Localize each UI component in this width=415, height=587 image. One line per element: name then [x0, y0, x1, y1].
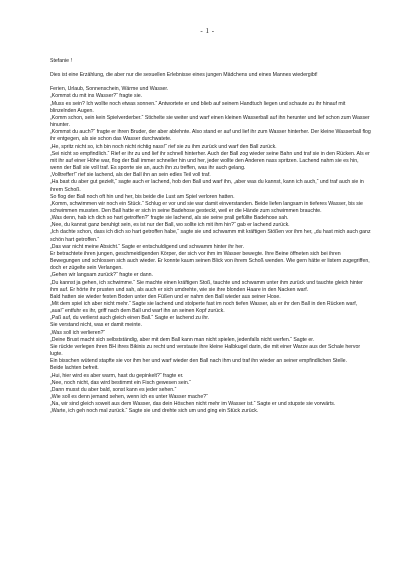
story-paragraph: „Ha bast du aber gut gezielt,“ sagte auch er lachend, hob den Ball und warf ihn, „aber was du kannst, kann ich auch,“ und traf auch sie in ihrem Schoß.: [50, 179, 364, 193]
story-paragraph: „Volltreffer!“ rief sie lachend, als der Ball ihn an sein edles Teil voll traf.: [50, 172, 211, 179]
spacer: [50, 65, 372, 72]
story-paragraph: Ein bisschen wütend stapfte sie vor ihm her und warf wieder den Ball nach ihm und traf ihn wieder an seiner empfindlichen Stelle.: [50, 358, 348, 365]
page-number: - 1 -: [200, 27, 215, 35]
story-paragraph: Bald hatten sie wieder festen Boden unter den Füßen und er nahm den Ball wieder aus seiner Hose.: [50, 293, 281, 300]
story-paragraph: „Komm schon, sein kein Spielverderber.“ Stichelte sie weiter und warf einen kleinen Wasserball auf ihn herunter und lief schon zum Wasser hinunter.: [50, 114, 370, 129]
story-paragraph: „Warte, ich geh noch mal zurück.“ Sagte sie und drehte sich um und ging ein Stück zurück.: [50, 408, 259, 415]
story-paragraph: Er betrachtete ihren jungen, geschmeidigenden Körper, der sich vor ihm im Wasser bewegte. Ihre Beine öffneten sich bei ihren Bewegungen und schlossen sich auch wieder. Er konnte kaum seinen Blick von ihrem Schoß wenden. Wie gern hätte er listern zugegriffen, doch er zügelte sein Verlangen.: [50, 250, 370, 272]
salutation: Stefanie !: [50, 58, 72, 64]
intro-note: Dies ist eine Erzählung, die aber nur die sexuellen Erlebnisse eines jungen Mädchens und eines Mannes wiedergibt!: [50, 72, 318, 79]
story-paragraph: So flog der Ball noch oft hin und her, bis beide die Lust am Spiel verloren hatten.: [50, 193, 235, 200]
story-paragraph: „Was soll ich verlieren?“: [50, 329, 106, 336]
story-paragraph: Beide lachten befreit.: [50, 365, 99, 372]
story-body: [50, 58, 372, 416]
story-paragraph: „Du kannst ja gehen, ich schwimme.“ Sie machte einen kräftigen Stoß, tauchte und schwamm unter ihm zurück und tauchte gleich hinter ihm auf. Er hörte ihr prusten und sah, als auch er sich umdrehte, wie sie ihre blonden Haare in den Nacken warf.: [50, 279, 363, 293]
story-paragraph: „Dann musst du aber bald, sonst kann es jeder sehen.“: [50, 386, 177, 393]
story-paragraph: „Deine Brust macht sich selbstständig, aber mit dem Ball kann man nicht spielen, jedenfalls nicht werfen.“ Sagte er.: [50, 336, 315, 343]
story-paragraph: „Nee, noch nicht, das wird bestimmt ein Fisch gewesen sein.“: [50, 379, 191, 386]
story-paragraphs: [50, 93, 372, 415]
spacer: [50, 79, 372, 86]
story-paragraph: Sie verstand nicht, was er damit meinte.: [50, 322, 142, 329]
story-paragraph: „Hui, hier wird es aber warm, hast du gepinkelt?“ fragte er.: [50, 372, 184, 379]
story-paragraph: „Sei nicht so empfindlich.“ Rief er ihr zu und lief ihr schnell hinterher. Auch der Ball zog wieder seine Bahn und traf sie in den Rücken. Als er mit ihr auf einer Höhe war, flog der Ball immer schneller hin und her, jeder wollte den Anderen nass spritzen. Lachend nahm sie es hin, wenn der Ball sie voll traf. Es sporrte sie an, auch ihn zu treffen, was ihr auch gelang.: [50, 150, 370, 172]
story-paragraph: „Muss es sein? Ich wollte noch etwas sonnen.“ Antwortete er und blieb auf seinem Handtuch liegen und schaute zu ihr hinauf mit blinzelnden Augen.: [50, 100, 346, 114]
story-paragraph: „Was denn, hab ich dich so hart getroffen?“ fragte sie lachend, als sie seine prall gefüllte Badehose sah.: [50, 215, 289, 222]
story-paragraph: „Das war nicht meine Absicht.“ Sagte er entschuldigend und schwamm hinter ihr her.: [50, 243, 245, 250]
story-heading: Ferien, Urlaub, Sonnenschein, Wärme und Wasser.: [50, 86, 169, 93]
story-paragraph: „Nee, du kannst ganz beruhigt sein, es ist nur der Ball, wo sollte ich mit ihm hin?“ gab er lachend zurück.: [50, 222, 290, 229]
story-paragraph: „Paß auf, du verlierst auch gleich einen Ball.“ Sagte er lachend zu ihr.: [50, 315, 210, 322]
story-paragraph: „Wie soll es denn jemand sehen, wenn ich es unter Wasser mache?“: [50, 394, 208, 401]
story-paragraph: „Mit dem spiel ich aber nicht mehr.“ Sagte sie lachend und stolperte fast im noch tiefen Wasser, als er ihr den Ball in den Rücken warf, „aua!“ entfuhr es ihr, griff nach dem Ball und warf ihn an seinen Kopf zurück.: [50, 301, 358, 315]
story-paragraph: „Kommst du mit ins Wasser?“ fragte sie.: [50, 93, 143, 100]
story-paragraph: „Kommst du auch?“ fragte er ihren Bruder, der aber ablehnte. Also stand er auf und lief ihr zum Wasser hinterher. Der kleine Wasserball flog ihr entgegen, als sie schon das Wasser durchwatete.: [50, 129, 371, 143]
story-paragraph: „Na, wir sind gleich soweit aus dem Wasser, das dein Höschen nicht mehr im Wasser ist.“ Sagte er und stupste sie vorwärts.: [50, 401, 336, 408]
story-paragraph: „Komm, schwimmen wir noch ein Stück.“ Schlug er vor und sie war damit einverstanden. Beide liefen langsam in tieferes Wasser, bis sie schwimmen mussten. Den Ball hatte er sich in seine Badehose gesteckt, weil er die Hände zum schwimmen brauchte.: [50, 200, 363, 214]
story-paragraph: „Gehen wir langsam zurück?“ fragte er dann.: [50, 272, 153, 279]
story-paragraph: „He, spritz nicht so, ich bin noch nicht richtig nass!“ rief sie zu ihm zurück und warf den Ball zurück.: [50, 143, 277, 150]
story-paragraph: „Ich dachte schon, dass ich dich so hart getroffen habe,“ sagte sie und schwamm mit kräftigen Stößen vor ihm her, „du hast mich auch ganz schön hart getroffen.“: [50, 229, 371, 243]
story-paragraph: Sie rückte verlegen ihren BH ihres Bikinis zu recht und verstaute ihre kleine Halbkugel darin, die mit einer Warze aus der Schale hervor lugte.: [50, 343, 361, 358]
